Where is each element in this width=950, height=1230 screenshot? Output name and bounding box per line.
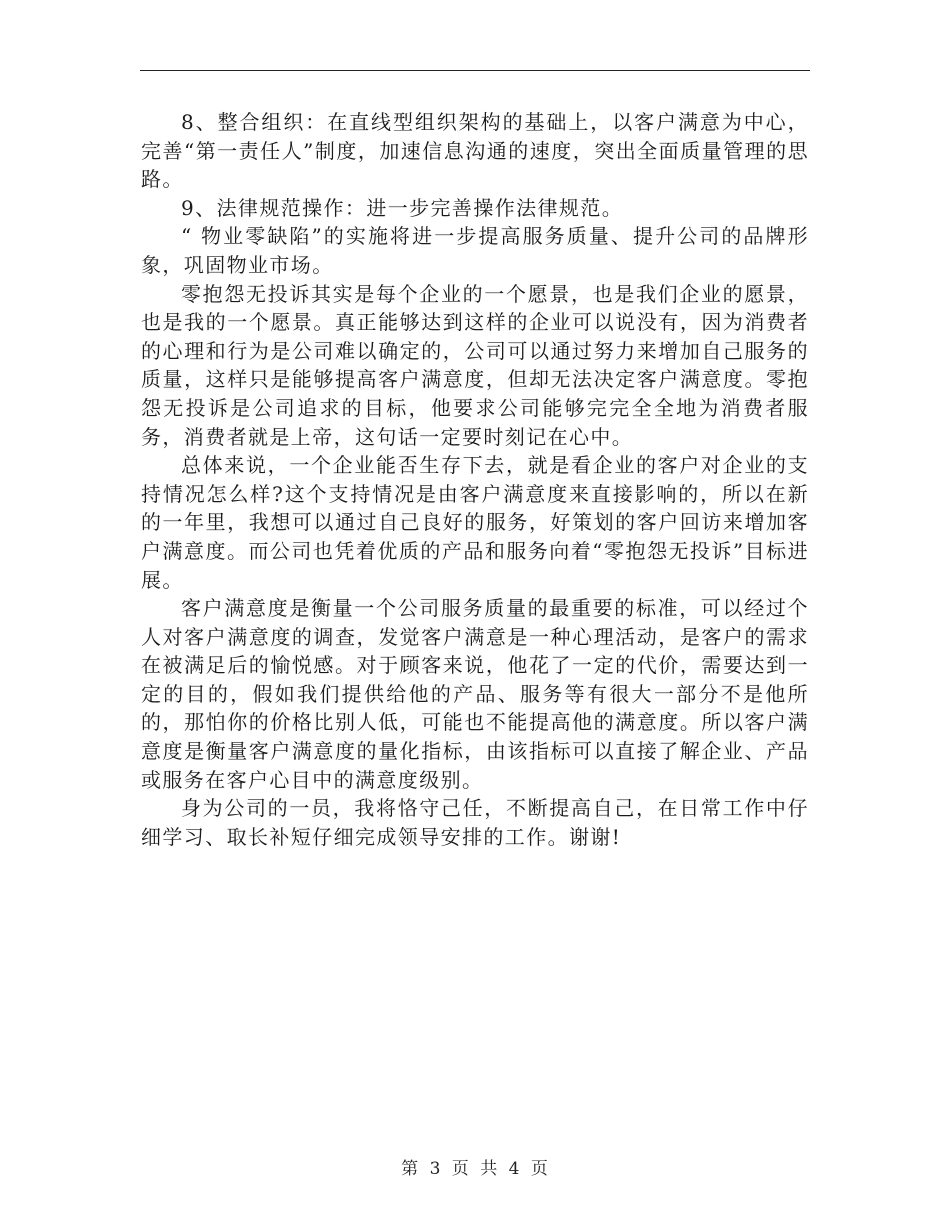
paragraph-closing: 身为公司的一员，我将恪守己任，不断提高自己，在日常工作中仔细学习、取长补短仔细完成领导安排的工作。谢谢! [141,796,809,849]
paragraph-legal-operation: 9、法律规范操作：进一步完善操作法律规范。 [181,195,624,220]
paragraph-overall: 总体来说，一个企业能否生存下去，就是看企业的客户对企业的支持情况怎么样?这个支持情况是由客户满意度来直接影响的，所以在新的一年里，我想可以通过自己良好的服务，好策划的客户回访来增加客户满意度。而公司也凭着优质的产品和服务向着“零抱怨无投诉”目标进展。 [141,453,809,592]
header-rule [140,70,810,71]
paragraph-zero-complaint: 零抱怨无投诉其实是每个企业的一个愿景，也是我们企业的愿景，也是我的一个愿景。真正能够达到这样的企业可以说没有，因为消费者的心理和行为是公司难以确定的，公司可以通过努力来增加自己服务的质量，这样只是能够提高客户满意度，但却无法决定客户满意度。零抱怨无投诉是公司追求的目标，他要求公司能够完完全全地为消费者服务，消费者就是上帝，这句话一定要时刻记在心中。 [141,281,809,449]
page-number: 第 3 页 共 4 页 [401,1159,549,1179]
paragraph-integrate-organization: 8、整合组织：在直线型组织架构的基础上，以客户满意为中心，完善“第一责任人”制度，加速信息沟通的速度，突出全面质量管理的思路。 [141,110,809,192]
paragraph-zero-defect: “ 物业零缺陷”的实施将进一步提高服务质量、提升公司的品牌形象，巩固物业市场。 [141,224,809,277]
document-body [141,108,809,851]
paragraph-satisfaction: 客户满意度是衡量一个公司服务质量的最重要的标准，可以经过个人对客户满意度的调查，发觉客户满意是一种心理活动，是客户的需求在被满足后的愉悦感。对于顾客来说，他花了一定的代价，需要达到一定的目的，假如我们提供给他的产品、服务等有很大一部分不是他所的，那怕你的价格比别人低，可能也不能提高他的满意度。所以客户满意度是衡量客户满意度的量化指标，由该指标可以直接了解企业、产品或服务在客户心目中的满意度级别。 [141,596,809,792]
